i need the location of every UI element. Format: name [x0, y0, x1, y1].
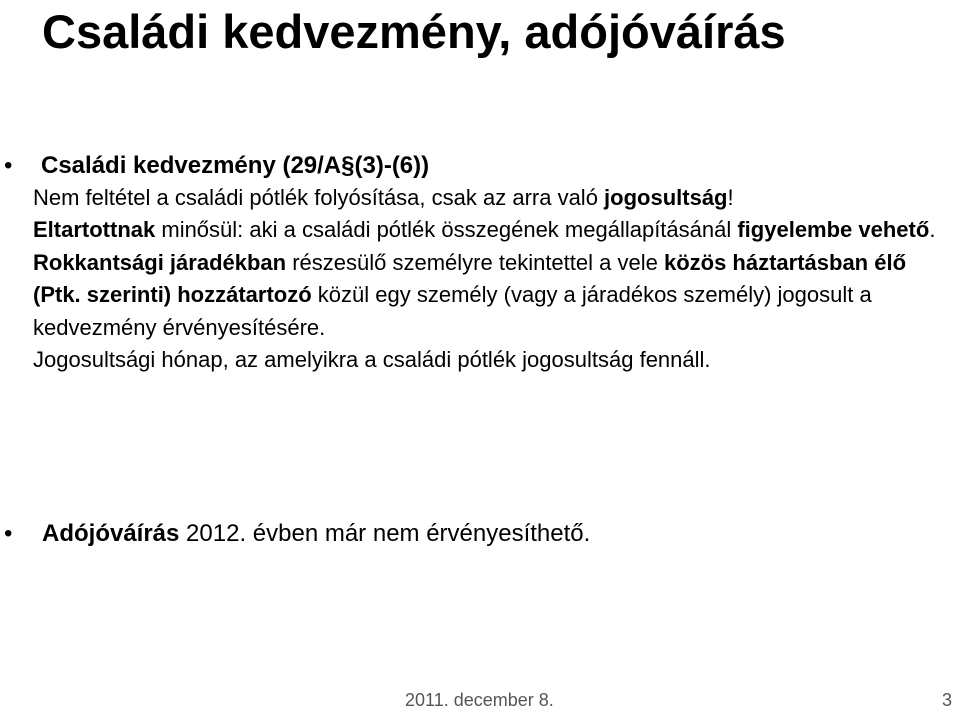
emphasis: Rokkantsági járadékban — [33, 249, 287, 275]
text: Nem feltétel a családi pótlék folyósítása, csak az arra való — [33, 185, 605, 210]
slide-title: Családi kedvezmény, adójóváírás — [42, 5, 786, 58]
footer-date: 2011. december 8. — [405, 690, 554, 710]
text: 2012. évben már nem érvényesíthető. — [179, 520, 591, 547]
bullet-marker: • — [4, 152, 13, 179]
section-tax-credit — [42, 518, 590, 550]
bullet-marker: • — [4, 520, 13, 547]
section-family-allowance — [33, 150, 938, 376]
paragraph-disability — [33, 247, 938, 344]
paragraph-eligibility-month: Jogosultsági hónap, az amelyikra a családi pótlék jogosultság fennáll. — [33, 347, 711, 373]
text: . — [929, 217, 936, 243]
emphasis: közös háztartásban élő (Ptk. szerinti) hozzátartozó — [33, 249, 907, 308]
emphasis: Eltartottnak — [33, 217, 156, 243]
text: részesülő személyre tekintettel a vele — [286, 249, 664, 275]
page-number: 3 — [942, 690, 953, 710]
emphasis: Adójóváírás — [42, 520, 180, 547]
paragraph-dependent — [33, 214, 938, 246]
text: közül egy személy (vagy a járadékos személy) jogosult a kedvezmény érvényesítésére. — [33, 282, 872, 340]
paragraph-eligibility — [33, 182, 938, 214]
text: ! — [727, 185, 734, 210]
emphasis: figyelembe vehető — [737, 217, 930, 243]
emphasis: jogosultság — [604, 185, 728, 210]
text: minősül: aki a családi pótlék összegének megállapításánál — [155, 217, 738, 243]
section-heading: Családi kedvezmény (29/A§(3)-(6)) — [41, 152, 430, 179]
